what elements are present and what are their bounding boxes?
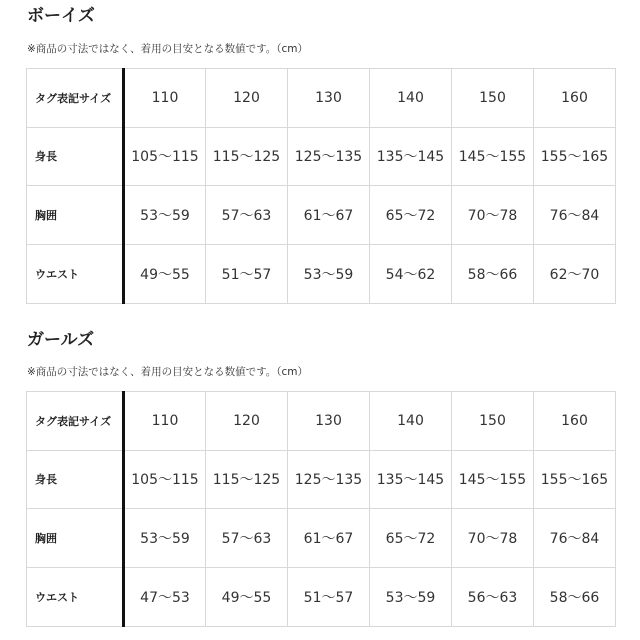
table-cell: 70〜78 [452,186,534,245]
row-header: 身長 [27,127,124,186]
table-cell: 155〜165 [534,450,616,509]
table-cell: 125〜135 [288,450,370,509]
table-cell: 140 [370,392,452,451]
table-cell: 61〜67 [288,186,370,245]
table-cell: 51〜57 [288,567,370,626]
table-cell: 140 [370,69,452,128]
girls-size-note: ※商品の寸法ではなく、着用の目安となる数値です。（cm） [27,366,308,378]
table-cell: 160 [534,69,616,128]
table-cell: 160 [534,392,616,451]
table-cell: 70〜78 [452,509,534,568]
boys-size-note: ※商品の寸法ではなく、着用の目安となる数値です。（cm） [27,43,308,55]
table-cell: 53〜59 [288,244,370,303]
table-cell: 58〜66 [452,244,534,303]
table-cell: 150 [452,69,534,128]
table-row [27,567,616,626]
table-cell: 145〜155 [452,127,534,186]
boys-size-table [26,68,616,304]
table-cell: 145〜155 [452,450,534,509]
table-cell: 54〜62 [370,244,452,303]
table-cell: 53〜59 [124,509,206,568]
row-header: 身長 [27,450,124,509]
table-cell: 130 [288,392,370,451]
table-cell: 53〜59 [370,567,452,626]
girls-size-table [26,391,616,627]
table-cell: 62〜70 [534,244,616,303]
row-header: 胸囲 [27,509,124,568]
table-cell: 57〜63 [206,186,288,245]
table-cell: 49〜55 [124,244,206,303]
table-cell: 115〜125 [206,127,288,186]
table-cell: 47〜53 [124,567,206,626]
table-cell: 110 [124,69,206,128]
table-cell: 56〜63 [452,567,534,626]
table-cell: 120 [206,69,288,128]
table-cell: 150 [452,392,534,451]
table-cell: 110 [124,392,206,451]
table-cell: 65〜72 [370,186,452,245]
table-row [27,127,616,186]
table-cell: 65〜72 [370,509,452,568]
girls-section-title: ガールズ [27,330,95,350]
table-cell: 76〜84 [534,186,616,245]
row-header: タグ表記サイズ [27,69,124,128]
table-row [27,509,616,568]
table-cell: 130 [288,69,370,128]
table-row [27,186,616,245]
table-cell: 76〜84 [534,509,616,568]
table-cell: 105〜115 [124,450,206,509]
table-row [27,69,616,128]
table-cell: 53〜59 [124,186,206,245]
table-cell: 115〜125 [206,450,288,509]
table-cell: 51〜57 [206,244,288,303]
table-cell: 57〜63 [206,509,288,568]
row-header: タグ表記サイズ [27,392,124,451]
row-header: 胸囲 [27,186,124,245]
table-cell: 125〜135 [288,127,370,186]
table-row [27,244,616,303]
table-cell: 135〜145 [370,127,452,186]
table-cell: 120 [206,392,288,451]
table-row [27,392,616,451]
row-header: ウエスト [27,567,124,626]
boys-section-title: ボーイズ [27,6,95,26]
table-cell: 58〜66 [534,567,616,626]
table-cell: 135〜145 [370,450,452,509]
table-row [27,450,616,509]
row-header: ウエスト [27,244,124,303]
table-cell: 105〜115 [124,127,206,186]
table-cell: 61〜67 [288,509,370,568]
table-cell: 155〜165 [534,127,616,186]
table-cell: 49〜55 [206,567,288,626]
